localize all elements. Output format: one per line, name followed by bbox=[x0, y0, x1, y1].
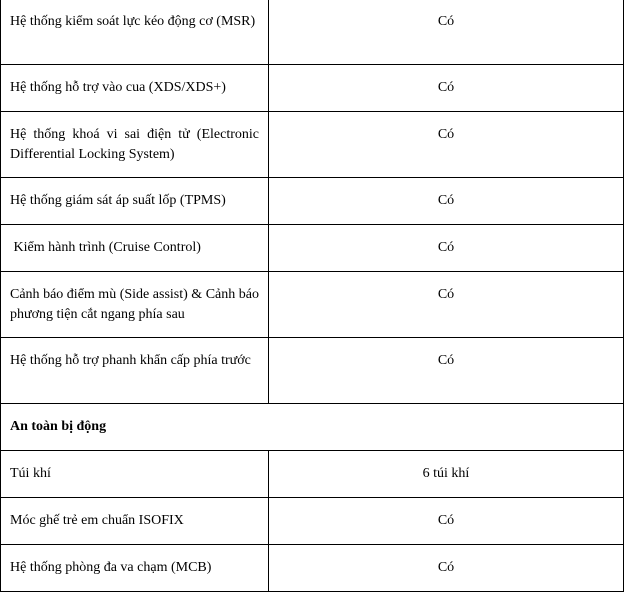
section-heading: An toàn bị động bbox=[1, 404, 624, 451]
section-row bbox=[1, 404, 624, 451]
feature-label: Hệ thống khoá vi sai điện tử (Electronic Differential Locking System) bbox=[1, 112, 269, 178]
feature-value: Có bbox=[269, 65, 624, 112]
table-row bbox=[1, 272, 624, 338]
table-row bbox=[1, 498, 624, 545]
feature-label: Móc ghế trẻ em chuẩn ISOFIX bbox=[1, 498, 269, 545]
feature-label: Hệ thống kiểm soát lực kéo động cơ (MSR) bbox=[1, 0, 269, 65]
feature-label: Túi khí bbox=[1, 451, 269, 498]
table-row bbox=[1, 0, 624, 65]
table-row bbox=[1, 338, 624, 404]
table-row bbox=[1, 545, 624, 592]
table-row bbox=[1, 178, 624, 225]
feature-label: Hệ thống hỗ trợ phanh khẩn cấp phía trước bbox=[1, 338, 269, 404]
feature-value: Có bbox=[269, 272, 624, 338]
table-row bbox=[1, 65, 624, 112]
feature-value: Có bbox=[269, 112, 624, 178]
feature-value: Có bbox=[269, 225, 624, 272]
feature-label: Hệ thống phòng đa va chạm (MCB) bbox=[1, 545, 269, 592]
feature-label: Cảnh báo điểm mù (Side assist) & Cảnh báo phương tiện cắt ngang phía sau bbox=[1, 272, 269, 338]
feature-label: Hệ thống hỗ trợ vào cua (XDS/XDS+) bbox=[1, 65, 269, 112]
table-row bbox=[1, 225, 624, 272]
feature-value: 6 túi khí bbox=[269, 451, 624, 498]
feature-value: Có bbox=[269, 545, 624, 592]
feature-value: Có bbox=[269, 338, 624, 404]
feature-label: Hệ thống giám sát áp suất lốp (TPMS) bbox=[1, 178, 269, 225]
feature-value: Có bbox=[269, 498, 624, 545]
feature-value: Có bbox=[269, 178, 624, 225]
table-row bbox=[1, 112, 624, 178]
table-row bbox=[1, 451, 624, 498]
feature-value: Có bbox=[269, 0, 624, 65]
feature-label: Kiểm hành trình (Cruise Control) bbox=[1, 225, 269, 272]
